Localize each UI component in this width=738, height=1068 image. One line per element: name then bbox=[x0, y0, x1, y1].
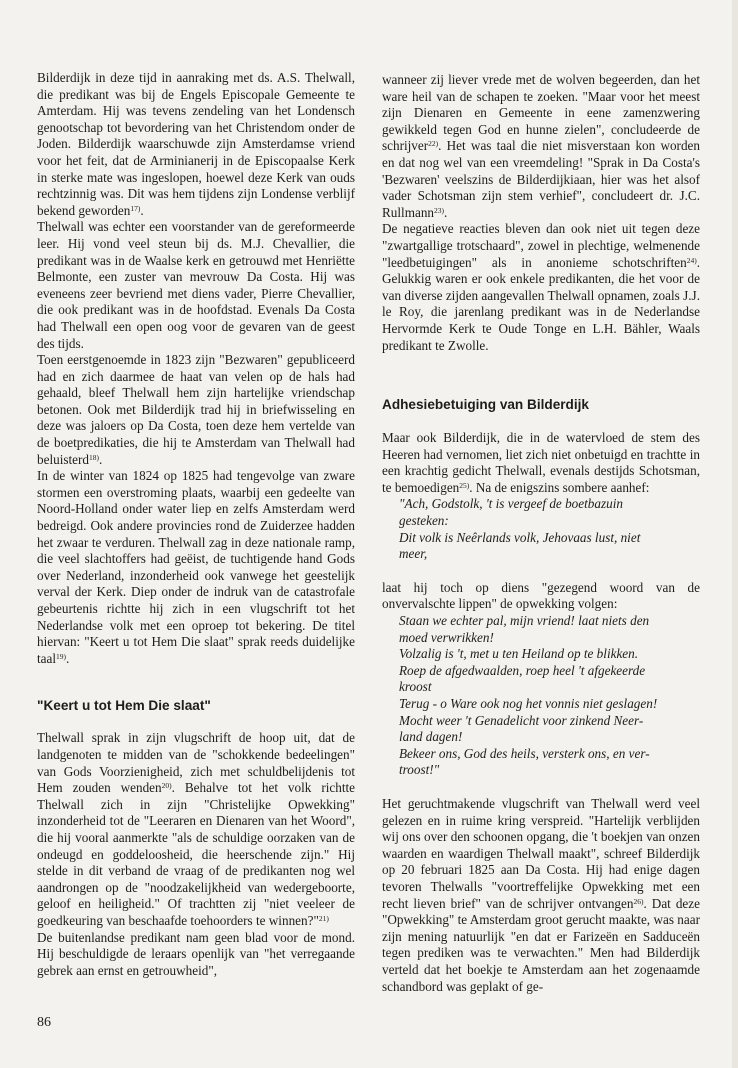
section-heading: Adhesiebetuiging van Bilderdijk bbox=[382, 397, 589, 413]
verse-quote bbox=[399, 613, 700, 779]
verse-line: kroost bbox=[399, 679, 432, 695]
paragraph: laat hij toch op diens "gezegend woord van de onvervalschte lippen" de opwekking volgen: bbox=[382, 579, 700, 612]
paragraph-text: Toen eerstgenoemde in 1823 zijn "Bezwaren" gepubliceerd had en zich daarmee de haat van velen op de hals had gehaald, bleef Thelwall hem zijn hartelijke vriendschap betonen. Ook met Bilderdijk trad hij in briefwisseling en deze was jaloers op Da Costa, toen deze hem vertelde van de boetpredikaties, die hij te Amsterdam van Thelwall had beluisterd bbox=[37, 352, 355, 467]
footnote-ref: 21) bbox=[318, 913, 329, 923]
verse-line: troost!" bbox=[399, 762, 440, 778]
footnote-ref: 20) bbox=[161, 781, 172, 791]
paragraph bbox=[382, 430, 700, 496]
page-edge bbox=[732, 0, 738, 1068]
paragraph: In de winter van 1824 op 1825 had tengevolge van zware stormen een overstroming plaats, waarbij een gedeelte van Noord-Holland onder water liep en zelfs Amsterdam werd bedreigd. Ook andere provincies rond de Zuiderzee hadden het zwaar te verduren. Thelwall zag in deze nationale ramp, die veel slachtoffers had geëist, de tuchtigende hand Gods over Nederland, inzonderheid ook vanwege het geestelijk verval der Kerk. Diep onder de indruk van de catastrofale gebeurtenis richtte hij zich in een vlugschrift tot het Nederlandse volk met een oproep tot bekering. De titel hiervan: "Keert u tot Hem Die slaat" sprak reeds duidelijke taal$^{19)}$. bbox=[37, 468, 355, 666]
paragraph-text: Thelwall sprak in zijn vlugschrift de hoop uit, dat de landgenoten te midden van de "schokkende bedeelingen" van Gods Voorzienigheid, zich met schuldbelijdenis tot Hem zouden wenden bbox=[37, 730, 355, 796]
paragraph: wanneer zij liever vrede met de wolven begeerden, dan het ware heil van de schapen te zoeken. "Maar voor het meest zijn Dienaren en Gemeente in eene zamenzwering gewikkeld tegen God en hunne zielen", concludeerde de schrijver$^{22)}$. Het was taal die niet misverstaan kon worden en dat nog wel van een vreemdeling! "Sprak in Da Costa's 'Bezwaren' veelszins de Bilderdijkiaan, hier was het alsof vader Schotsman zijn stem verhief", concludeert dr. J.C. Rullmann$^{23)}$. bbox=[382, 72, 700, 220]
paragraph: De buitenlandse predikant nam geen blad voor de mond. Hij beschuldigde de leraars openlijk van "het verregaande gebrek aan ernst en getrouwheid", bbox=[37, 929, 355, 978]
verse-line: "Ach, Godstolk, 't is vergeef de boetbazuin bbox=[399, 496, 623, 512]
paragraph-text: . Gelukkig waren er ook enkele predikanten, die het voor de van diverse zijden aangevallen Thelwall opnamen, zoals J.J. le Roy, die jarenlang predikant was in de Nederlandse Hervormde Kerk te Oude Tonge en L.H. Bähler, Waals predikant te Zwolle. bbox=[382, 254, 700, 353]
paragraph-text: In de winter van 1824 op 1825 had tengevolge van zware stormen een overstroming plaats, waarbij een gedeelte van Noord-Holland onder water liep en zelfs Amsterdam werd bedreigd. Ook andere provincies rond de Zuiderzee hadden het zwaar te verduren. Thelwall zag in deze nationale ramp, die veel slachtoffers had geëist, de tuchtigende hand Gods over Nederland, inzonderheid ook vanwege het geestelijk verval der Kerk. Diep onder de indruk van de catastrofale gebeurtenis richtte hij zich in een vlugschrift tot het Nederlandse volk met een oproep tot bekering. De titel hiervan: "Keert u tot Hem Die slaat" sprak reeds duidelijke taal bbox=[37, 468, 355, 666]
paragraph bbox=[37, 730, 355, 929]
footnote-ref: 24) bbox=[686, 255, 697, 265]
paragraph-text: wanneer zij liever vrede met de wolven begeerden, dan het ware heil van de schapen te zoeken. "Maar voor het meest zijn Dienaren en Gemeente in eene zamenzwering gewikkeld tegen God en hunne zielen", concludeerde de schrijver bbox=[382, 72, 700, 154]
paragraph-text: Maar ook Bilderdijk, die in de watervloed de stem des Heeren had vernomen, liet zich niet onbetuigd en trachtte in een krachtig gedicht Thelwall, evenals destijds Schotsman, te bemoedigen bbox=[382, 430, 700, 495]
paragraph bbox=[382, 221, 700, 354]
page-number: 86 bbox=[37, 1015, 51, 1030]
footnote-ref: 18) bbox=[89, 452, 100, 462]
footnote-ref: 17) bbox=[130, 203, 141, 213]
footnote-ref: 26) bbox=[633, 896, 644, 906]
paragraph: Toen eerstgenoemde in 1823 zijn "Bezwaren" gepubliceerd had en zich daarmee de haat van velen op de hals had gehaald, bleef Thelwall hem zijn hartelijke vriendschap betonen. Ook met Bilderdijk trad hij in briefwisseling en deze was jaloers op Da Costa, toen deze hem vertelde van de boetpredikaties, die hij te Amsterdam van Thelwall had beluisterd$^{18)}$. bbox=[37, 352, 355, 467]
paragraph bbox=[382, 796, 700, 995]
verse-line: Mocht weer 't Genadelicht voor zinkend Neer- bbox=[399, 712, 644, 728]
section-heading: "Keert u tot Hem Die slaat" bbox=[37, 698, 211, 714]
verse-line: Terug - o Ware ook nog het vonnis niet geslagen! bbox=[399, 696, 658, 711]
footnote-ref: 22) bbox=[428, 139, 439, 149]
verse-line: Dit volk is Neêrlands volk, Jehovaas lust, niet bbox=[399, 529, 641, 545]
paragraph-text: . Na de enigszins sombere aanhef: bbox=[469, 479, 650, 495]
paragraph: Bilderdijk in deze tijd in aanraking met ds. A.S. Thelwall, die predikant was bij de Engels Episcopale Gemeente te Amterdam. Hij was tevens zendeling van het Londensch genootschap tot bevordering van het Christendom onder de Joden. Bilderdijk waarschuwde zijn Amsterdamse vriend voor het feit, dat de Arminianerij in de Episcopaalse Kerk in sterke mate was ingeslopen, hoewel deze Kerk van ouds rechtzinnig was. Dit was hem tijdens zijn Londense verblijf bekend geworden$^{17)}$. bbox=[37, 70, 355, 218]
verse-line: Volzalig is 't, met u ten Heiland op te blikken. bbox=[399, 646, 639, 662]
left-column bbox=[37, 70, 355, 979]
verse-line: gesteken: bbox=[399, 513, 449, 529]
verse-line: Bekeer ons, God des heils, versterk ons, en ver- bbox=[399, 745, 650, 761]
paragraph-text: Bilderdijk in deze tijd in aanraking met ds. A.S. Thelwall, die predikant was bij de Engels Episcopale Gemeente te Amterdam. Hij was tevens zendeling van het Londensch genootschap tot bevordering van het Christendom onder de Joden. Bilderdijk waarschuwde zijn Amsterdamse vriend voor het feit, dat de Arminianerij in de Episcopaalse Kerk in sterke mate was ingeslopen, hoewel deze Kerk van ouds rechtzinnig was. Dit was hem tijdens zijn Londense verblijf bekend geworden bbox=[37, 70, 355, 218]
right-column bbox=[382, 72, 700, 995]
paragraph-text: De negatieve reacties bleven dan ook niet uit tegen deze "zwartgallige trotschaard", zowel in plechtige, welmenende "leedbetuigingen" als in anonieme schotschriften bbox=[382, 221, 700, 270]
verse-line: Staan we echter pal, mijn vriend! laat niets den bbox=[399, 613, 650, 629]
footnote-ref: 23) bbox=[434, 205, 445, 215]
footnote-ref: 25) bbox=[459, 480, 470, 490]
verse-line: moed verwrikken! bbox=[399, 629, 494, 645]
verse-quote bbox=[399, 496, 700, 562]
verse-line: meer, bbox=[399, 546, 428, 562]
paragraph-text: Het geruchtmakende vlugschrift van Thelwall werd veel gelezen en in ruime kring verspreid. "Hartelijk verblijden wij ons over den schoonen opgang, die 't boekjen van onzen waarden en waardigen Thelwall maakt", schreef Bilderdijk op 20 februari 1825 aan Da Costa. Hij had enige dagen tevoren Thelwalls "voortreffelijke Opwekking met een recht lieven brief" van de schrijver ontvangen bbox=[382, 795, 700, 911]
paragraph-text: . Behalve tot het volk richtte Thelwall zich in zijn "Christelijke Opwekking" inzonderheid tot de "Leeraren en Dienaren van het Woord", die hij vooral aanmerkte "als de schuldige oorzaken van de ondeugd en goddeloosheid, die heerschende zijn." Hij stelde in dit verband de vraag of de predikanten nog wel aandrongen op de "noodzakelijkheid van wedergeboorte, geloof en heiligheid." Of trachtten zij "niet veeleer de goedkeuring van beschaafde toehoorders te winnen?" bbox=[37, 780, 355, 928]
verse-line: land dagen! bbox=[399, 729, 463, 745]
footnote-ref: 19) bbox=[56, 651, 67, 661]
verse-line: Roep de afgedwaalden, roep heel 't afgekeerde bbox=[399, 662, 646, 678]
paragraph-text: . Het was taal die niet misverstaan kon worden en dat nog wel van een vreemdeling! "Sprak in Da Costa's 'Bezwaren' veelszins de Bilderdijkiaan, hier was het alsof vader Schotsman zijn stem verhief", concludeert dr. J.C. Rullmann bbox=[382, 138, 700, 220]
paragraph: Thelwall was echter een voorstander van de gereformeerde leer. Hij vond veel steun bij ds. M.J. Chevallier, die predikant was in de Waalse kerk en getrouwd met Henriëtte Belmonte, een zuster van mevrouw Da Costa. Hij was eveneens zeer bevriend met diens vader, Pierre Chevallier, die ook predikant was in de hoofdstad. Evenals Da Costa had Thelwall een open oog voor de gevaren van de geest des tijds. bbox=[37, 219, 355, 351]
paragraph-text: . Dat deze "Opwekking" te Amsterdam groot gerucht maakte, was naar zijn mening natuurlijk "en dat er Farizeën en Sadduceën tegen prediken was te verwachten." Men had Bilderdijk verteld dat het boekje te Amsterdam aan het zogenaamde schandbord was geplakt of ge- bbox=[382, 895, 700, 994]
